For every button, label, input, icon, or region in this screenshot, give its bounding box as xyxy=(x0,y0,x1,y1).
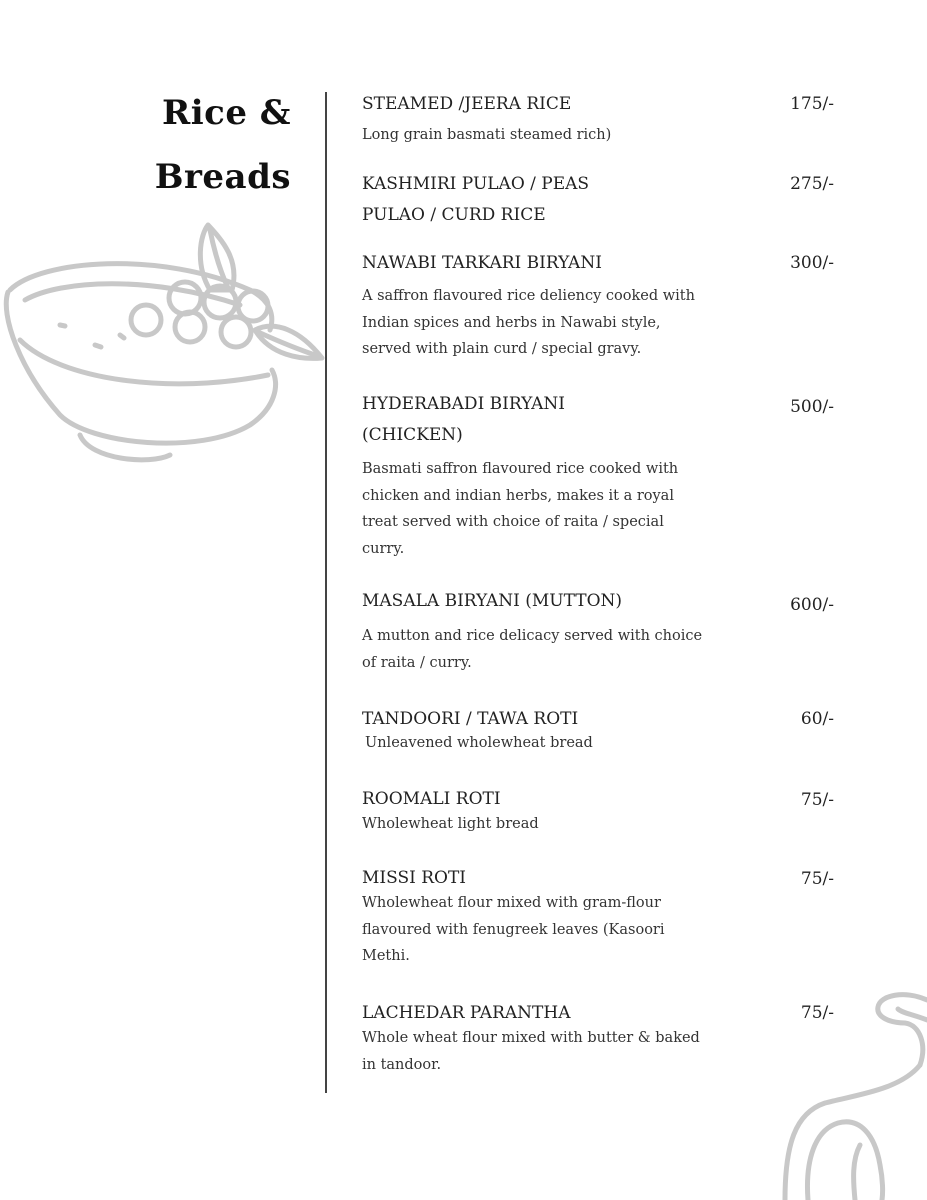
menu-item-name: MISSI ROTI xyxy=(362,868,467,888)
menu-item-name-line2: (CHICKEN) xyxy=(362,425,463,445)
menu-item-name: STEAMED /JEERA RICE xyxy=(362,94,572,114)
menu-item-price: 75/- xyxy=(800,1003,834,1023)
menu-item-price: 500/- xyxy=(790,397,834,417)
menu-item-description: Basmati saffron flavoured rice cooked with chicken and indian herbs, makes it a royal treat served with choice of raita / special curry. xyxy=(362,461,679,557)
menu-item-price: 60/- xyxy=(800,709,834,729)
menu-item-name: MASALA BIRYANI (MUTTON) xyxy=(362,591,623,611)
menu-item-description: Long grain basmati steamed rich) xyxy=(362,127,612,143)
menu-item-name: LACHEDAR PARANTHA xyxy=(362,1003,571,1023)
menu-item-description: Whole wheat flour mixed with butter & baked in tandoor. xyxy=(362,1030,700,1073)
menu-item-price: 275/- xyxy=(790,174,834,194)
menu-item-price: 75/- xyxy=(800,790,834,810)
menu-item-price: 175/- xyxy=(790,94,834,114)
menu-item-name-line2: PULAO / CURD RICE xyxy=(362,205,546,225)
menu-item-price: 75/- xyxy=(800,869,834,889)
vertical-divider xyxy=(325,92,327,1093)
menu-item-price: 300/- xyxy=(790,253,834,273)
menu-item-name: HYDERABADI BIRYANI xyxy=(362,394,565,414)
menu-item-description: Wholewheat flour mixed with gram-flour flavoured with fenugreek leaves (Kasoori Methi. xyxy=(362,895,665,964)
menu-item-name: TANDOORI / TAWA ROTI xyxy=(362,709,579,729)
menu-item-description: A mutton and rice delicacy served with choice of raita / curry. xyxy=(362,628,703,671)
menu-item-price: 600/- xyxy=(790,595,834,615)
section-title-line1: Rice & xyxy=(161,93,291,133)
rice-bowl-illustration xyxy=(0,220,330,470)
section-title-line2: Breads xyxy=(154,157,291,197)
menu-item-name: NAWABI TARKARI BIRYANI xyxy=(362,253,602,273)
menu-item-description: A saffron flavoured rice deliency cooked with Indian spices and herbs in Nawabi style, served with plain curd / special gravy. xyxy=(362,288,695,357)
menu-item-description: Wholewheat light bread xyxy=(362,816,539,832)
menu-item-name: ROOMALI ROTI xyxy=(362,789,501,809)
menu-item-description: Unleavened wholewheat bread xyxy=(365,735,593,751)
menu-item-name: KASHMIRI PULAO / PEAS xyxy=(362,174,590,194)
